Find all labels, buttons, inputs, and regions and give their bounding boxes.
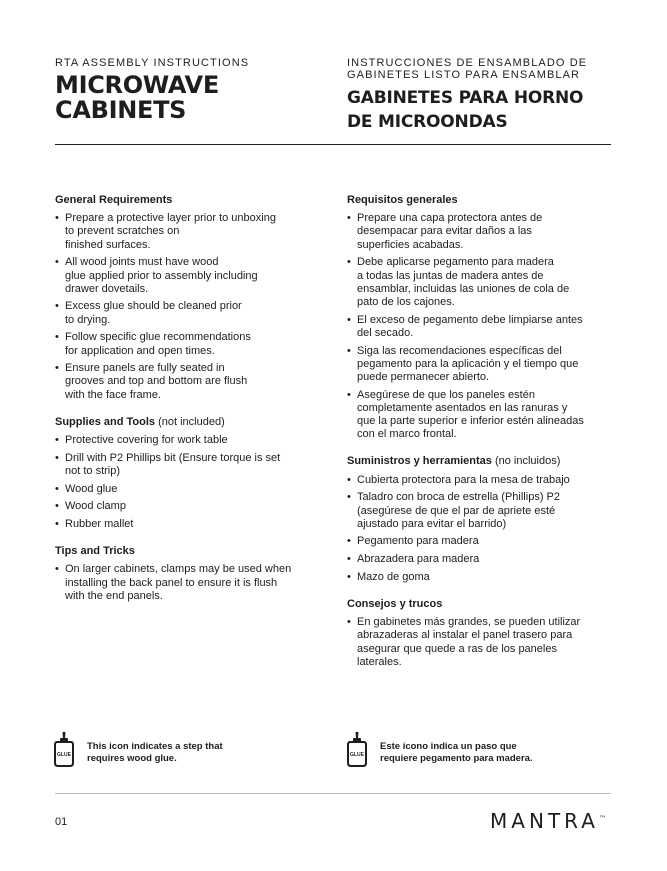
list-tips-es [347, 616, 615, 669]
list-item: • Pegamento para madera [347, 535, 615, 548]
list-general-en [55, 212, 323, 402]
list-item: • Prepare a protective layer prior to unboxing to prevent scratches on finished surfaces. [55, 212, 323, 252]
title-line: DE MICROONDAS [347, 112, 508, 132]
glue-bottle-icon [53, 731, 75, 767]
glue-icon-label: GLUE [350, 752, 364, 758]
trademark-mark: ™ [598, 814, 606, 823]
list-item: • All wood joints must have wood glue applied prior to assembly including drawer dovetails. [55, 256, 323, 296]
list-item: • Prepare una capa protectora antes de desempacar para evitar daños a las superficies acabadas. [347, 212, 615, 252]
legend-es [346, 731, 533, 767]
header-en [55, 57, 323, 123]
list-item: • Cubierta protectora para la mesa de trabajo [347, 474, 615, 487]
list-item: • Debe aplicarse pegamento para madera a todas las juntas de madera antes de ensamblar, incluidas las uniones de cola de pato de los cajones. [347, 256, 615, 309]
content-es [347, 194, 615, 683]
list-general-es [347, 212, 615, 441]
glue-bottle-icon [346, 731, 368, 767]
brand-name: MANTRA [490, 809, 599, 833]
subtitle-line: GABINETES LISTO PARA ENSAMBLAR [347, 69, 581, 81]
section-heading: Requisitos generales [347, 194, 458, 206]
page-title-es [347, 86, 615, 134]
header-es [347, 57, 615, 134]
heading-text: Suministros y herramientas [347, 455, 492, 468]
subtitle-line: INSTRUCCIONES DE ENSAMBLADO DE [347, 57, 588, 69]
brand-logo [490, 809, 606, 833]
title-line: CABINETS [55, 96, 187, 124]
heading-note: (no incluidos) [491, 455, 561, 468]
list-item: • Mazo de goma [347, 571, 615, 584]
heading-text: Supplies and Tools [55, 415, 156, 428]
list-item: • Rubber mallet [55, 518, 323, 531]
section-heading: Consejos y trucos [347, 598, 443, 611]
list-item: • Wood clamp [55, 500, 323, 513]
list-item: • Drill with P2 Phillips bit (Ensure torque is set not to strip) [55, 452, 323, 478]
footer-divider [55, 793, 611, 794]
subtitle-en: RTA ASSEMBLY INSTRUCTIONS [55, 57, 250, 69]
list-item: • Abrazadera para madera [347, 553, 615, 566]
legend-text-en: This icon indicates a step that requires wood glue. [87, 741, 223, 764]
list-supplies-en [55, 434, 323, 531]
subtitle-es [347, 57, 615, 81]
content-en [55, 194, 323, 617]
page-title-en [55, 73, 323, 123]
header-divider [55, 144, 611, 145]
list-supplies-es [347, 474, 615, 584]
list-item: • Excess glue should be cleaned prior to drying. [55, 300, 323, 326]
list-item: • Protective covering for work table [55, 434, 323, 447]
section-heading: Tips and Tricks [55, 545, 135, 558]
glue-icon-label: GLUE [57, 752, 71, 758]
section-heading: General Requirements [55, 194, 173, 206]
list-item: • Follow specific glue recommendations for application and open times. [55, 331, 323, 357]
heading-note: (not included) [155, 415, 225, 428]
list-item: • On larger cabinets, clamps may be used when installing the back panel to ensure it is flush with the end panels. [55, 563, 323, 603]
title-line: MICROWAVE [55, 71, 219, 99]
list-item: • Taladro con broca de estrella (Phillips) P2 (asegúrese de que el par de apriete esté ajustado para evitar el barrido) [347, 491, 615, 531]
section-heading [347, 455, 615, 468]
legend-en [53, 731, 223, 767]
list-item: • En gabinetes más grandes, se pueden utilizar abrazaderas al instalar el panel trasero para asegurar que quede a ras de los paneles laterales. [347, 616, 615, 669]
title-line: GABINETES PARA HORNO [347, 88, 584, 108]
section-heading [55, 416, 323, 429]
legend-text-es: Este ícono indica un paso que requiere pegamento para madera. [380, 741, 533, 764]
list-tips-en [55, 563, 323, 603]
list-item: • Ensure panels are fully seated in grooves and top and bottom are flush with the face frame. [55, 362, 323, 402]
list-item: • Asegúrese de que los paneles estén completamente asentados en las ranuras y que la parte superior e inferior estén alineadas con el marco frontal. [347, 389, 615, 442]
page-number: 01 [55, 816, 68, 828]
list-item: • El exceso de pegamento debe limpiarse antes del secado. [347, 314, 615, 340]
list-item: • Siga las recomendaciones específicas del pegamento para la aplicación y el tiempo que puede permanecer abierto. [347, 345, 615, 385]
list-item: • Wood glue [55, 483, 323, 496]
